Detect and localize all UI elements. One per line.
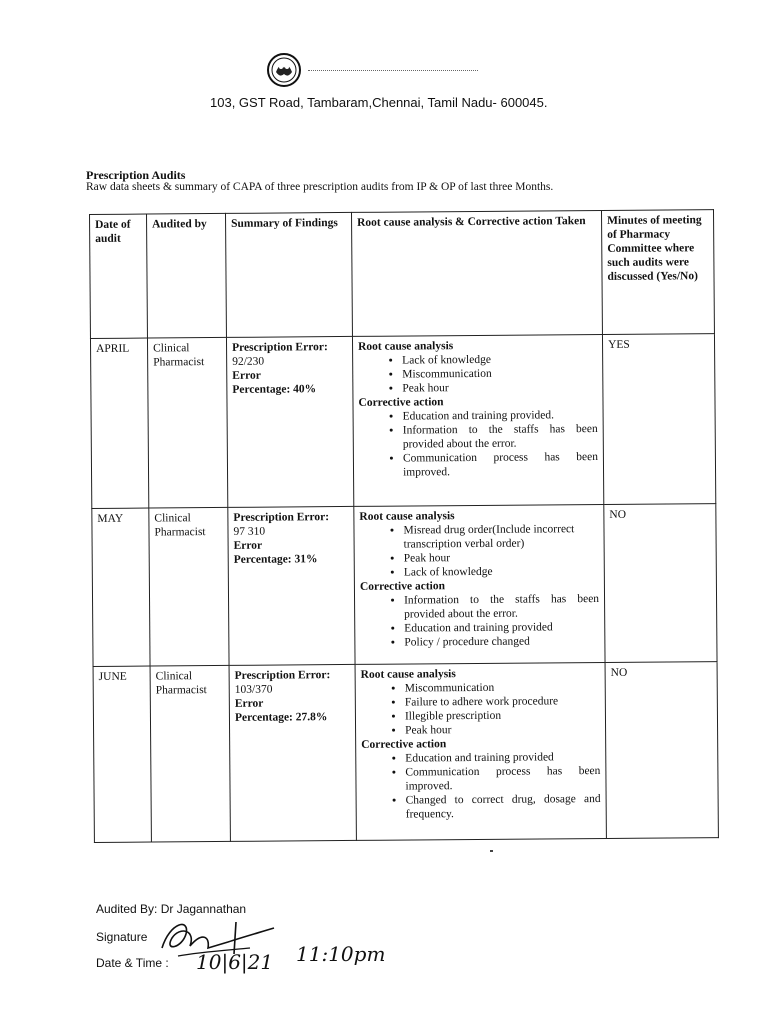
finding-title: Prescription Error: [234, 669, 331, 682]
rca-label: Root cause analysis [360, 668, 456, 681]
handwritten-date: 10|6|21 [196, 950, 274, 974]
list-item: • Information to the staffs has been provided about the error. [403, 422, 598, 452]
list-item: • Miscommunication [402, 366, 597, 382]
list-item: • Lack of knowledge [404, 564, 599, 580]
row-month: MAY [92, 508, 150, 666]
list-item: • Education and training provided [405, 750, 600, 766]
finding-title: Prescription Error: [233, 511, 330, 524]
list-item: • Lack of knowledge [402, 352, 597, 368]
finding-error-label: Error [232, 369, 261, 382]
list-item: • Miscommunication [405, 680, 600, 696]
action-list [361, 750, 601, 822]
list-item: • Information to the staffs has been provided about the error. [404, 592, 599, 622]
cause-list [361, 680, 600, 738]
header-audited-by: Audited by [147, 213, 227, 338]
document-title: Prescription Audits [86, 168, 186, 182]
finding-ratio: 97 310 [233, 525, 266, 538]
list-item: • Misread drug order(Include incorrect transcription verbal order) [403, 522, 598, 552]
list-item: • Education and training provided. [403, 408, 598, 424]
datetime-label: Date & Time : [96, 956, 169, 970]
row-findings [229, 664, 356, 841]
header-date: Date of audit [90, 214, 148, 338]
table-row [90, 334, 715, 509]
audited-by-label: Audited By: Dr Jagannathan [96, 902, 247, 916]
table-header-row [90, 210, 715, 339]
list-item: • Peak hour [402, 380, 597, 396]
row-findings [226, 336, 353, 507]
row-auditor: Clinical Pharmacist [149, 507, 229, 666]
rca-label: Root cause analysis [358, 340, 454, 353]
row-auditor: Clinical Pharmacist [150, 665, 230, 842]
action-list [360, 592, 599, 650]
row-minutes: YES [602, 334, 715, 505]
list-item: • Education and training provided [404, 620, 599, 636]
header-summary: Summary of Findings [225, 212, 352, 337]
hospital-address: 103, GST Road, Tambaram,Chennai, Tamil Nadu- 600045. [210, 95, 548, 110]
handwritten-time: 11:10pm [296, 942, 386, 966]
stray-mark [490, 850, 493, 852]
list-item: • Communication process has been improved. [403, 450, 598, 480]
finding-percentage: Percentage: 31% [233, 553, 318, 566]
ca-label: Corrective action [358, 396, 444, 409]
row-minutes: NO [604, 504, 717, 663]
rca-label: Root cause analysis [359, 510, 455, 523]
header-rca: Root cause analysis & Corrective action Taken [351, 210, 602, 336]
list-item: • Failure to adhere work procedure [405, 694, 600, 710]
signature-label: Signature [96, 930, 148, 944]
finding-title: Prescription Error: [232, 341, 328, 354]
list-item: • Communication process has been improved. [405, 764, 600, 794]
finding-ratio: 103/370 [234, 683, 273, 696]
cause-list [358, 352, 597, 396]
row-auditor: Clinical Pharmacist [147, 337, 227, 508]
finding-percentage: Percentage: 27.8% [234, 711, 328, 724]
finding-error-label: Error [234, 697, 264, 710]
document-intro: Raw data sheets & summary of CAPA of three prescription audits from IP & OP of last three Months. [86, 181, 554, 193]
finding-error-label: Error [233, 539, 263, 552]
logo-wordmark [308, 62, 478, 71]
header-minutes: Minutes of meeting of Pharmacy Committee where such audits were discussed (Yes/No) [601, 210, 714, 335]
row-month: JUNE [93, 666, 151, 842]
ca-label: Corrective action [361, 738, 447, 751]
audit-table [89, 209, 719, 843]
row-minutes: NO [605, 662, 718, 839]
table-row [92, 504, 717, 667]
list-item: • Illegible prescription [405, 708, 600, 724]
row-rca [352, 334, 603, 506]
row-rca [354, 504, 605, 664]
row-findings [228, 506, 355, 665]
table-row [93, 662, 718, 843]
row-rca [355, 662, 606, 840]
finding-percentage: Percentage: 40% [232, 383, 317, 396]
cause-list [359, 522, 598, 580]
action-list [359, 408, 599, 480]
list-item: • Peak hour [405, 722, 600, 738]
list-item: • Changed to correct drug, dosage and frequency. [406, 792, 601, 822]
finding-ratio: 92/230 [232, 355, 265, 368]
hospital-emblem-icon [266, 52, 302, 88]
list-item: • Peak hour [404, 550, 599, 566]
ca-label: Corrective action [359, 580, 446, 593]
row-month: APRIL [90, 338, 148, 508]
list-item: • Policy / procedure changed [404, 634, 599, 650]
